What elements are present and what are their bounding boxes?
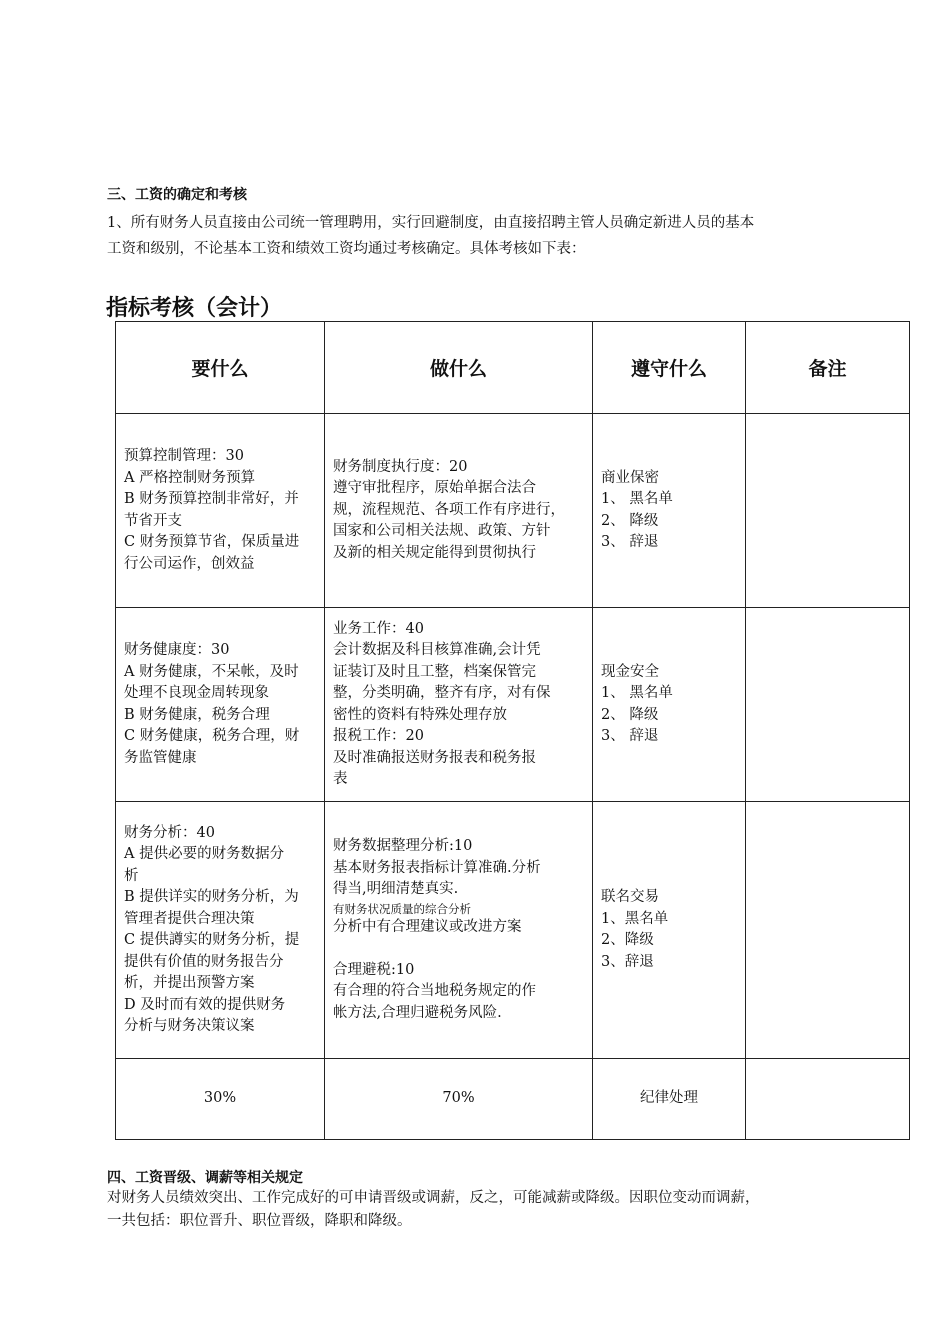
section-4-paragraph (107, 1187, 852, 1233)
cell-line: 财务分析：40 (124, 824, 215, 841)
cell-line: 财务数据整理分析:10 (333, 838, 473, 854)
cell-do (325, 414, 593, 608)
cell-line: 务监管健康 (124, 749, 197, 766)
paragraph-line: 1、所有财务人员直接由公司统一管理聘用，实行回避制度，由直接招聘主管人员确定新进人员的基本 (107, 215, 755, 231)
cell-line: 整，分类明确，整齐有序，对有保 (333, 685, 551, 701)
cell-line: 3、 辞退 (601, 728, 659, 744)
section-heading-4: 四、工资晋级、调薪等相关规定 (107, 1170, 303, 1186)
cell-line: 帐方法,合理归避税务风险. (333, 1004, 502, 1021)
paragraph-line: 对财务人员绩效突出、工作完成好的可申请晋级或调薪，反之，可能减薪或降级。因职位变动而调薪， (107, 1190, 760, 1206)
cell-line: C 财务健康，税务合理，财 (124, 728, 300, 744)
cell-line: 密性的资料有特殊处理存放 (333, 706, 507, 723)
cell-line: D 及时而有效的提供财务 (124, 996, 286, 1013)
header-comply: 遵守什么 (593, 322, 746, 414)
cell-note-total (746, 1059, 910, 1140)
cell-line: 析 (124, 867, 139, 884)
cell-want (116, 608, 325, 802)
cell-line: 遵守审批程序，原始单据合法合 (333, 480, 536, 497)
paragraph-line: 工资和级别，不论基本工资和绩效工资均通过考核确定。具体考核如下表： (107, 241, 586, 257)
cell-line: 合理避税:10 (333, 961, 415, 978)
cell-comply (593, 414, 746, 608)
cell-line: 国家和公司相关法规、政策、方针 (333, 523, 551, 540)
cell-spacer (333, 938, 584, 960)
cell-comply (593, 802, 746, 1059)
cell-line: 1、 黑名单 (601, 685, 673, 701)
header-want: 要什么 (116, 322, 325, 414)
cell-line: 预算控制管理：30 (124, 448, 244, 464)
cell-note (746, 802, 910, 1059)
cell-line: 析，并提出预警方案 (124, 975, 255, 991)
table-title: 指标考核（会计） (106, 296, 283, 321)
assessment-table (115, 321, 910, 1140)
cell-line: 2、 降级 (601, 512, 659, 529)
cell-comply (593, 608, 746, 802)
cell-line: A 财务健康，不呆帐，及时 (124, 663, 299, 680)
cell-line: 表 (333, 771, 348, 787)
cell-line: 会计数据及科目核算准确,会计凭 (333, 642, 541, 658)
table-row (116, 414, 910, 608)
cell-line: 业务工作：40 (333, 620, 424, 637)
section-heading-3: 三、工资的确定和考核 (107, 187, 247, 203)
cell-line: A 严格控制财务预算 (124, 469, 256, 486)
cell-line: C 财务预算节省，保质量进 (124, 534, 300, 550)
cell-want-total: 30% (116, 1059, 325, 1140)
table-row (116, 608, 910, 802)
cell-line: 2、降级 (601, 932, 654, 948)
cell-line: 分析中有合理建议或改进方案 (333, 918, 522, 935)
cell-line: 1、黑名单 (601, 910, 669, 927)
cell-line: 3、辞退 (601, 953, 654, 970)
cell-line: B 财务健康，税务合理 (124, 706, 270, 723)
cell-line: 节省开支 (124, 512, 182, 529)
cell-comply-total: 纪律处理 (593, 1059, 746, 1140)
cell-line: 提供有价值的财务报告分 (124, 953, 284, 970)
table-row (116, 802, 910, 1059)
section-3-paragraph (107, 210, 857, 262)
cell-line: 报税工作：20 (333, 728, 424, 744)
cell-line: 分析与财务决策议案 (124, 1018, 255, 1034)
cell-line-small: 有财务状况质量的综合分析 (333, 901, 471, 916)
cell-line: 财务健康度：30 (124, 642, 230, 658)
cell-want (116, 414, 325, 608)
cell-line: 有合理的符合当地税务规定的作 (333, 983, 536, 999)
cell-want (116, 802, 325, 1059)
cell-line: 商业保密 (601, 469, 659, 486)
cell-line: 2、 降级 (601, 706, 659, 723)
table-row-totals (116, 1059, 910, 1140)
cell-line: 及新的相关规定能得到贯彻执行 (333, 544, 536, 561)
cell-line: 1、 黑名单 (601, 491, 673, 507)
cell-line: A 提供必要的财务数据分 (124, 846, 285, 862)
cell-line: 联名交易 (601, 889, 659, 905)
cell-line: 管理者提供合理决策 (124, 910, 255, 927)
cell-line: 基本财务报表指标计算准确.分析 (333, 859, 541, 876)
cell-line: 行公司运作，创效益 (124, 555, 255, 572)
cell-line: 处理不良现金周转现象 (124, 685, 269, 701)
cell-line: 3、 辞退 (601, 534, 659, 550)
cell-line: C 提供譐实的财务分析，提 (124, 932, 300, 948)
cell-line: 证装订及时且工整，档案保管完 (333, 663, 536, 680)
cell-line: 及时准确报送财务报表和税务报 (333, 749, 536, 766)
cell-note (746, 414, 910, 608)
cell-do (325, 802, 593, 1059)
paragraph-line: 一共包括：职位晋升、职位晋级，降职和降级。 (107, 1213, 412, 1229)
cell-line: B 提供详实的财务分析，为 (124, 889, 299, 905)
cell-line: B 财务预算控制非常好，并 (124, 491, 299, 507)
cell-line: 现金安全 (601, 663, 659, 680)
table-header-row (116, 322, 910, 414)
header-note: 备注 (746, 322, 910, 414)
header-do: 做什么 (325, 322, 593, 414)
cell-line: 规，流程规范、各项工作有序进行， (333, 501, 565, 518)
cell-line: 财务制度执行度：20 (333, 458, 468, 475)
cell-do (325, 608, 593, 802)
cell-note (746, 608, 910, 802)
cell-do-total: 70% (325, 1059, 593, 1140)
cell-line: 得当,明细清楚真实. (333, 881, 459, 897)
